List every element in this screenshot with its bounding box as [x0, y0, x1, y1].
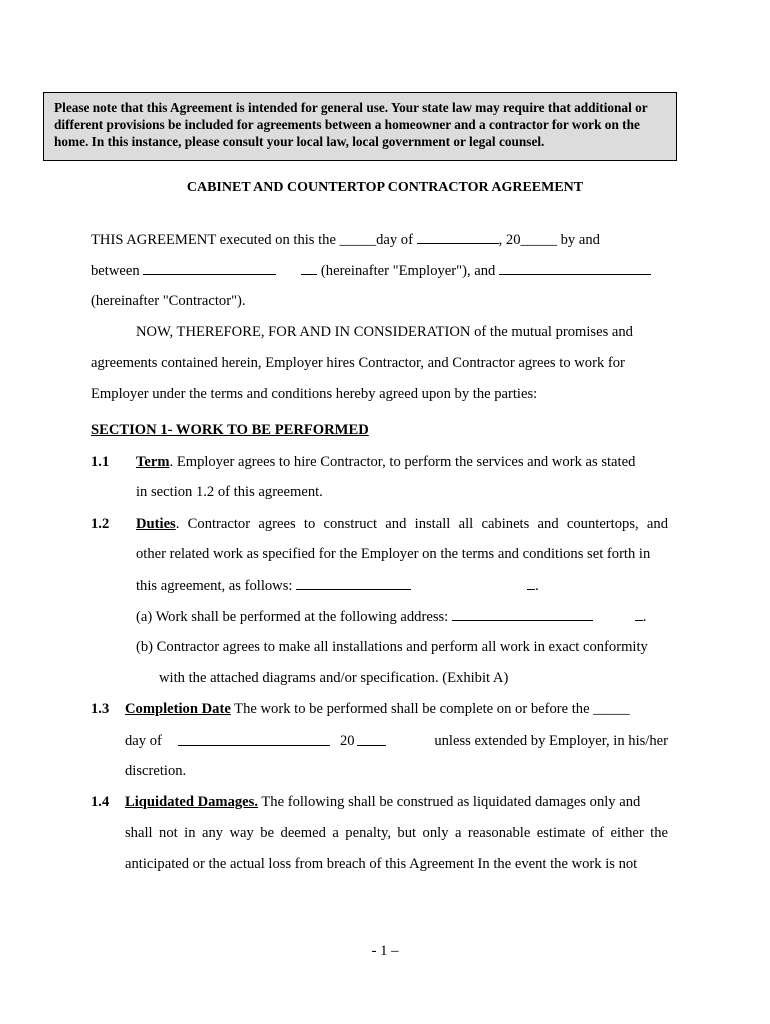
completion-year-blank[interactable]	[357, 732, 386, 746]
clause-1-2-number: 1.2	[91, 516, 110, 532]
intro-text-1a: THIS AGREEMENT executed on this the _____day of	[91, 232, 417, 248]
clause-1-4-line-2: shall not in any way be deemed a penalty, but only a reasonable estimate of either the	[125, 825, 668, 841]
completion-date-blank[interactable]	[178, 732, 330, 746]
intro-text-2a: between	[91, 263, 144, 279]
clause-1-4-line-3: anticipated or the actual loss from breach of this Agreement In the event the work is not	[125, 856, 638, 872]
clause-1-4-text: The following shall be construed as liquidated damages only and	[257, 794, 641, 810]
employer-name-blank-2[interactable]	[301, 261, 317, 275]
clause-1-2-b-line-1: (b) Contractor agrees to make all installations and perform all work in exact conformity	[136, 639, 648, 655]
clause-1-3-text-2c: unless extended by Employer, in his/her	[434, 733, 668, 749]
clause-1-2-a-text: (a) Work shall be performed at the following address:	[136, 609, 452, 625]
clause-1-3-text-2a: day of	[125, 733, 162, 749]
clause-1-2-line-1	[136, 515, 668, 533]
clause-1-3-line-3: discretion.	[125, 763, 187, 779]
intro-text-2b: (hereinafter "Employer"), and	[317, 263, 499, 279]
clause-1-2-a: (a) Work shall be performed at the following address: .	[136, 609, 647, 625]
now-line-2: agreements contained herein, Employer hires Contractor, and Contractor agrees to work for	[91, 355, 625, 371]
clause-1-4-line-1	[125, 793, 640, 811]
clause-1-1-line-1	[136, 453, 635, 471]
duties-blank[interactable]	[296, 576, 411, 590]
page-number: - 1 –	[371, 943, 399, 959]
now-line-1: NOW, THEREFORE, FOR AND IN CONSIDERATION of the mutual promises and	[136, 324, 633, 340]
clause-1-2-term: Duties	[136, 516, 176, 532]
clause-1-3-text: The work to be performed shall be complete on or before the _____	[230, 701, 630, 717]
clause-1-2-line-3: this agreement, as follows: .	[136, 578, 539, 594]
clause-1-1-line-2: in section 1.2 of this agreement.	[136, 484, 323, 500]
clause-1-4-number: 1.4	[91, 794, 110, 810]
intro-line-1	[91, 230, 600, 249]
clause-1-1-number: 1.1	[91, 454, 110, 470]
section-1-heading: SECTION 1- WORK TO BE PERFORMED	[91, 422, 369, 438]
notice-line-1: Please note that this Agreement is intended for general use. Your state law may require that additional or	[54, 100, 648, 115]
clause-1-3-number: 1.3	[91, 701, 110, 717]
clause-1-2-text-3: this agreement, as follows:	[136, 578, 297, 594]
clause-1-4-term: Liquidated Damages.	[125, 794, 258, 810]
clause-1-2-line-2: other related work as specified for the Employer on the terms and conditions set forth in	[136, 546, 651, 562]
intro-line-2	[91, 261, 651, 280]
address-blank-2[interactable]	[635, 607, 643, 621]
clause-1-3-line-2	[125, 732, 668, 750]
date-month-blank[interactable]	[417, 230, 499, 244]
intro-text-1b: , 20_____ by and	[498, 232, 600, 248]
clause-1-1-text: . Employer agrees to hire Contractor, to perform the services and work as stated	[169, 454, 636, 470]
contractor-name-blank[interactable]	[499, 261, 651, 275]
clause-1-2-text: . Contractor agrees to construct and install all cabinets and countertops, and	[175, 516, 668, 532]
clause-1-3-term: Completion Date	[125, 701, 231, 717]
employer-name-blank[interactable]	[143, 261, 276, 275]
clause-1-3-line-1	[125, 700, 630, 718]
notice-line-3: home. In this instance, please consult your local law, local government or legal counsel.	[54, 134, 545, 149]
document-title: CABINET AND COUNTERTOP CONTRACTOR AGREEMENT	[186, 180, 584, 195]
clause-1-2-b-line-2: with the attached diagrams and/or specification. (Exhibit A)	[159, 670, 509, 686]
notice-line-2: different provisions be included for agreements between a homeowner and a contractor for work on the	[54, 117, 640, 132]
notice-box	[43, 92, 677, 161]
intro-line-3: (hereinafter "Contractor").	[91, 293, 246, 309]
now-line-3: Employer under the terms and conditions hereby agreed upon by the parties:	[91, 386, 538, 402]
clause-1-3-text-2b: 20	[340, 733, 355, 749]
clause-1-1-term: Term	[136, 454, 170, 470]
address-blank[interactable]	[452, 607, 593, 621]
duties-blank-2[interactable]	[527, 576, 535, 590]
